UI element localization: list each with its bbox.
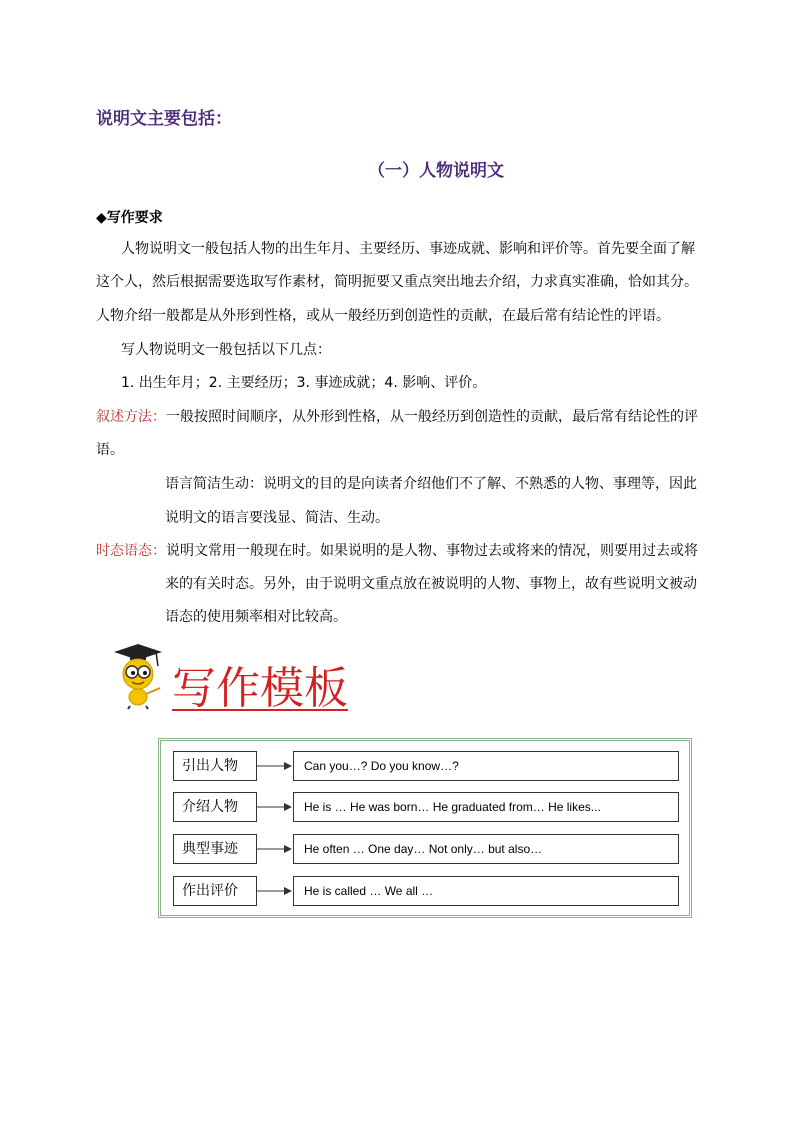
- tense-text: 说明文常用一般现在时。如果说明的是人物、事物过去或将来的情况，则要用过去或将: [166, 543, 698, 559]
- template-label-2: 介绍人物: [173, 792, 257, 822]
- sub-heading: （一）人物说明文: [368, 161, 504, 181]
- para1-line2: 这个人，然后根据需要选取写作素材，简明扼要又重点突出地去介绍，力求真实准确，恰如其分。: [96, 274, 698, 290]
- template-label-3: 典型事迹: [173, 834, 257, 864]
- narration-text: 一般按照时间顺序，从外形到性格，从一般经历到创造性的贡献，最后常有结论性的评: [166, 409, 698, 425]
- main-heading: 说明文主要包括：: [96, 109, 232, 129]
- points-list: 1. 出生年月；2. 主要经历；3. 事迹成就；4. 影响、评价。: [121, 375, 487, 391]
- template-content-4: He is called … We all …: [293, 876, 679, 906]
- template-content-2: He is … He was born… He graduated from… He likes...: [293, 792, 679, 822]
- para1-line1: 人物说明文一般包括人物的出生年月、主要经历、事迹成就、影响和评价等。首先要全面了解: [121, 241, 695, 257]
- template-title: 写作模板: [172, 663, 348, 714]
- tense-line3: 语态的使用频率相对比较高。: [165, 609, 347, 625]
- language-line1: 语言简洁生动：说明文的目的是向读者介绍他们不了解、不熟悉的人物、事理等，因此: [165, 476, 697, 492]
- narration-label: 叙述方法：: [96, 409, 166, 425]
- section-title: ◆写作要求: [96, 210, 163, 226]
- template-content-1: Can you…? Do you know…?: [293, 751, 679, 781]
- tense-label: 时态语态：: [96, 543, 166, 559]
- template-label-4: 作出评价: [173, 876, 257, 906]
- para2: 写人物说明文一般包括以下几点：: [121, 342, 331, 358]
- narration-line2: 语。: [96, 442, 124, 458]
- template-label-1: 引出人物: [173, 751, 257, 781]
- template-content-3: He often … One day… Not only… but also…: [293, 834, 679, 864]
- language-line2: 说明文的语言要浅显、简洁、生动。: [165, 510, 389, 526]
- tense-line2: 来的有关时态。另外，由于说明文重点放在被说明的人物、事物上，故有些说明文被动: [165, 576, 697, 592]
- para1-line3: 人物介绍一般都是从外形到性格，或从一般经历到创造性的贡献，在最后常有结论性的评语。: [96, 308, 670, 324]
